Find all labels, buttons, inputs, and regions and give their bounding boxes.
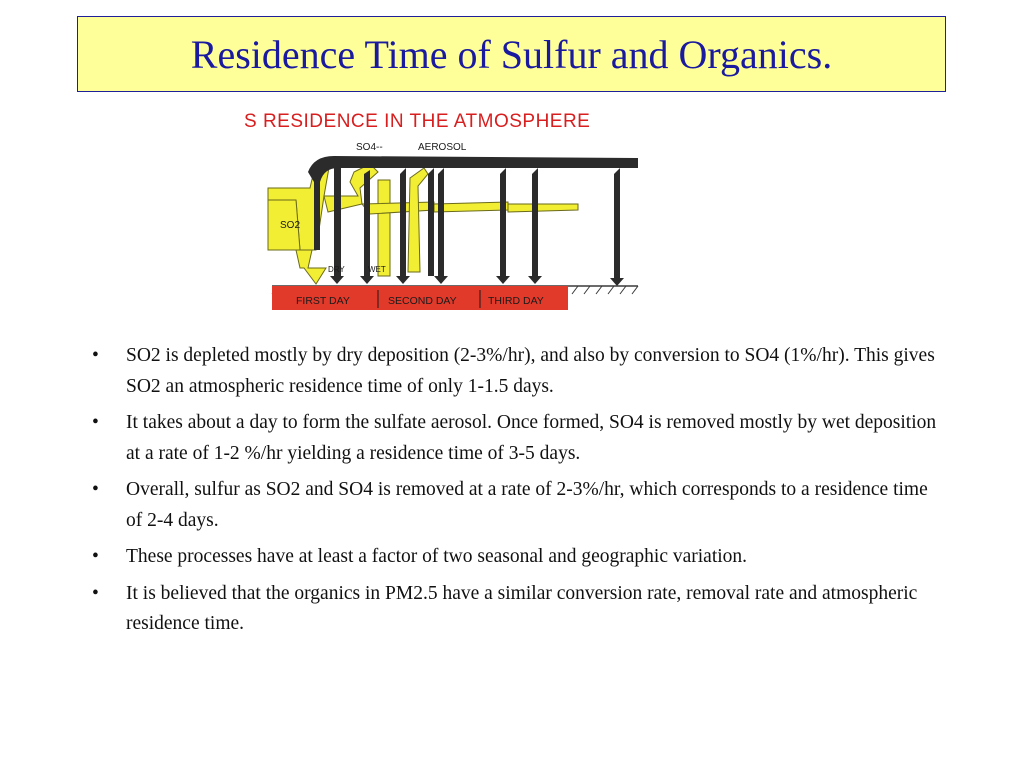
bullet-item: [92, 408, 942, 469]
bullet-marker: •: [92, 479, 99, 500]
slide-title-box: [77, 16, 946, 92]
day-label-third: THIRD DAY: [488, 295, 544, 307]
day-label-first: FIRST DAY: [296, 295, 350, 307]
bullet-text: These processes have at least a factor of two seasonal and geographic variation.: [126, 546, 748, 567]
bullet-item: [92, 542, 942, 573]
bullet-list: [92, 341, 942, 646]
aerosol-label: AEROSOL: [418, 142, 467, 153]
bullet-text: It takes about a day to form the sulfate aerosol. Once formed, SO4 is removed mostly by wet deposition at a rate of 1-2 %/hr yielding a residence time of 3-5 days.: [126, 412, 937, 464]
bullet-item: [92, 579, 942, 640]
bullet-item: [92, 475, 942, 536]
figure-title: S RESIDENCE IN THE ATMOSPHERE: [244, 111, 591, 132]
deposition-arrows: [330, 276, 624, 286]
bullet-text: Overall, sulfur as SO2 and SO4 is removed at a rate of 2-3%/hr, which corresponds to a residence time of 2-4 days.: [126, 479, 928, 531]
so2-label: SO2: [280, 220, 301, 231]
bullet-text: It is believed that the organics in PM2.5 have a similar conversion rate, removal rate and atmospheric residence time.: [126, 582, 918, 634]
bullet-marker: •: [92, 345, 99, 366]
slide-title: Residence Time of Sulfur and Organics.: [190, 31, 833, 77]
day-label-second: SECOND DAY: [388, 295, 457, 307]
bullet-marker: •: [92, 412, 99, 433]
so4-label: SO4--: [356, 142, 383, 153]
wet-label: WET: [368, 265, 386, 274]
bullet-item: [92, 341, 942, 402]
sulfur-residence-diagram: [238, 100, 648, 322]
bullet-text: SO2 is depleted mostly by dry deposition (2-3%/hr), and also by conversion to SO4 (1%/hr). This gives SO2 an atmospheric residence time of only 1-1.5 days.: [126, 345, 935, 397]
dry-label: DRY: [328, 265, 345, 274]
bullet-marker: •: [92, 582, 99, 604]
bullet-marker: •: [92, 546, 99, 567]
